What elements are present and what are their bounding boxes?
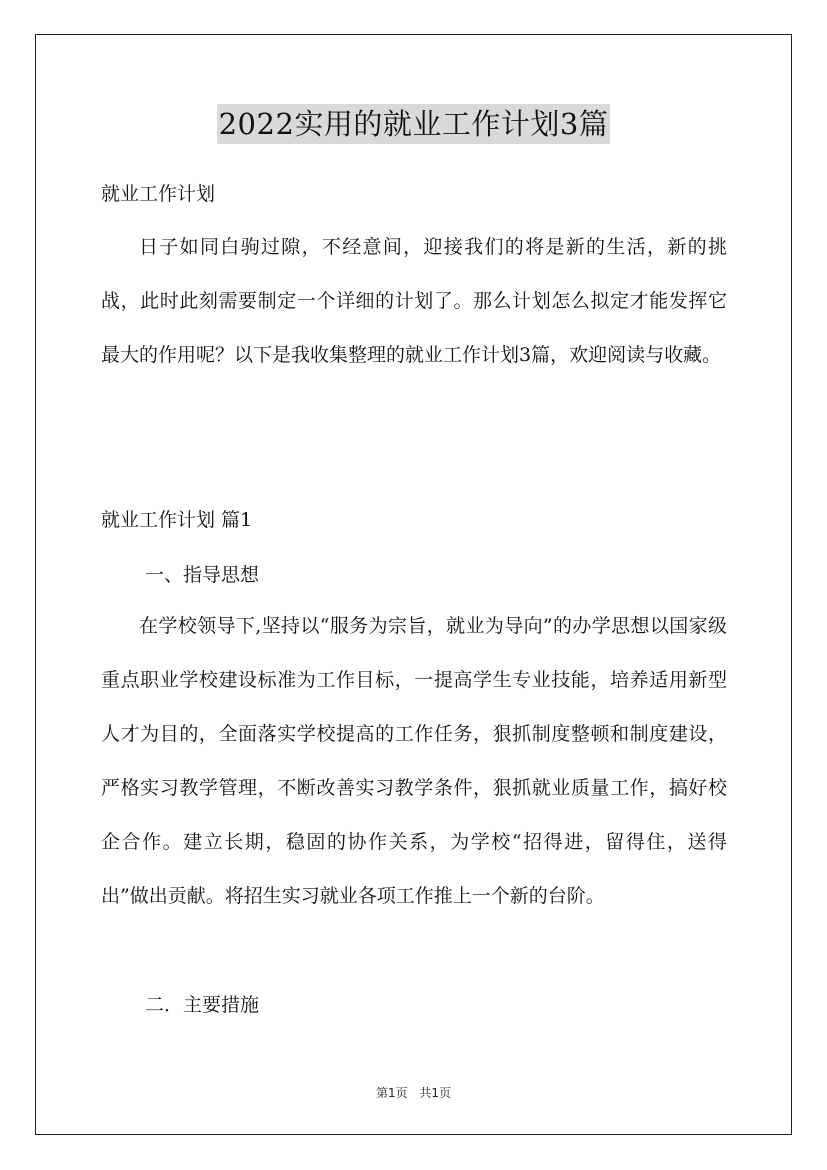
- item1-heading: 一、指导思想: [145, 564, 260, 586]
- page-number-current: 第1页: [375, 1086, 408, 1100]
- document-title: 2022实用的就业工作计划3篇: [217, 104, 611, 144]
- page-footer: [0, 1084, 827, 1101]
- intro-heading: 就业工作计划: [101, 183, 216, 205]
- section1-heading: 就业工作计划 篇1: [101, 509, 253, 531]
- item1-paragraph: 在学校领导下,坚持以“服务为宗旨，就业为导向”的办学思想以国家级重点职业学校建设标准为工作目标，一提高学生专业技能，培养适用新型人才为目的，全面落实学校提高的工作任务，狠抓制度整顿和制度建设，严格实习教学管理，不断改善实习教学条件，狠抓就业质量工作，搞好校企合作。建立长期，稳固的协作关系，为学校“招得进，留得住，送得出”做出贡献。将招生实习就业各项工作推上一个新的台阶。: [101, 615, 727, 907]
- page-number-total: 共1页: [419, 1086, 452, 1100]
- title-container: [0, 104, 827, 144]
- intro-paragraph: 日子如同白驹过隙，不经意间，迎接我们的将是新的生活，新的挑战，此时此刻需要制定一个详细的计划了。那么计划怎么拟定才能发挥它最大的作用呢？以下是我收集整理的就业工作计划3篇，欢迎阅读与收藏。: [101, 236, 727, 366]
- item2-heading: 二．主要措施: [145, 994, 260, 1016]
